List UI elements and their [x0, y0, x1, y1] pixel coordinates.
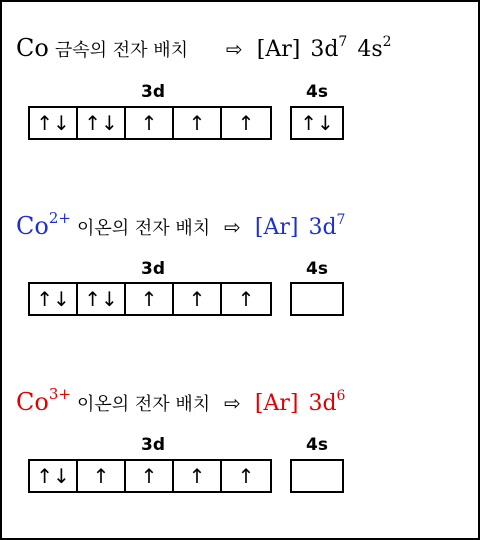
orbital-box — [292, 461, 342, 491]
electron-configuration: [Ar] $3d^6$ — [254, 388, 346, 416]
orbital-box: ↑↓ — [30, 461, 78, 491]
orbital-box: ↑ — [237, 111, 255, 135]
orbital-label-4s: 4s — [306, 82, 328, 102]
orbital-boxes-4s — [290, 459, 344, 493]
orbital-label-4s: 4s — [306, 435, 328, 455]
right-arrow-icon: ⇨ — [225, 37, 243, 61]
orbital-box: ↑↓ — [30, 284, 78, 314]
right-arrow-icon: ⇨ — [224, 215, 241, 239]
section-co-metal-header — [16, 34, 392, 62]
orbital-box: ↑ — [237, 464, 255, 488]
orbital-label-4s: 4s — [306, 259, 328, 279]
orbital-boxes-3d — [28, 106, 272, 140]
orbital-box: ↑↓ — [78, 284, 126, 314]
right-arrow-icon: ⇨ — [224, 391, 241, 415]
orbital-box: ↑ — [174, 461, 222, 491]
orbital-label-3d: 3d — [141, 82, 165, 102]
orbital-box: ↑ — [126, 461, 174, 491]
section-label: 이온의 전자 배치 — [76, 394, 211, 415]
orbital-box: ↑↓ — [300, 111, 334, 135]
orbital-box: ↑ — [78, 461, 126, 491]
section-co2-header — [16, 209, 346, 240]
orbital-boxes-3d — [28, 459, 272, 493]
orbital-box: ↑ — [126, 108, 174, 138]
orbital-label-3d: 3d — [141, 435, 165, 455]
ion-symbol: Co — [16, 34, 49, 62]
orbital-box: ↑ — [237, 287, 255, 311]
electron-configuration: [Ar] $3d^7$ — [254, 212, 346, 240]
orbital-label-3d: 3d — [141, 259, 165, 279]
orbital-box — [292, 284, 342, 314]
orbital-box: ↑ — [126, 284, 174, 314]
section-label: 이온의 전자 배치 — [76, 218, 211, 239]
section-label: 금속의 전자 배치 — [54, 40, 188, 61]
orbital-box: ↑ — [174, 108, 222, 138]
orbital-box: ↑↓ — [30, 108, 78, 138]
orbital-box: ↑ — [174, 284, 222, 314]
orbital-boxes-3d — [28, 282, 272, 316]
section-co3-header — [16, 385, 346, 416]
orbital-boxes-4s — [290, 282, 344, 316]
ion-symbol: $Co^{3+}$ — [16, 385, 71, 416]
electron-configuration: [Ar] $3d^7$ $4s^2$ — [256, 34, 392, 62]
ion-symbol: $Co^{2+}$ — [16, 209, 71, 240]
orbital-box: ↑↓ — [78, 108, 126, 138]
orbital-boxes-4s — [290, 106, 344, 140]
